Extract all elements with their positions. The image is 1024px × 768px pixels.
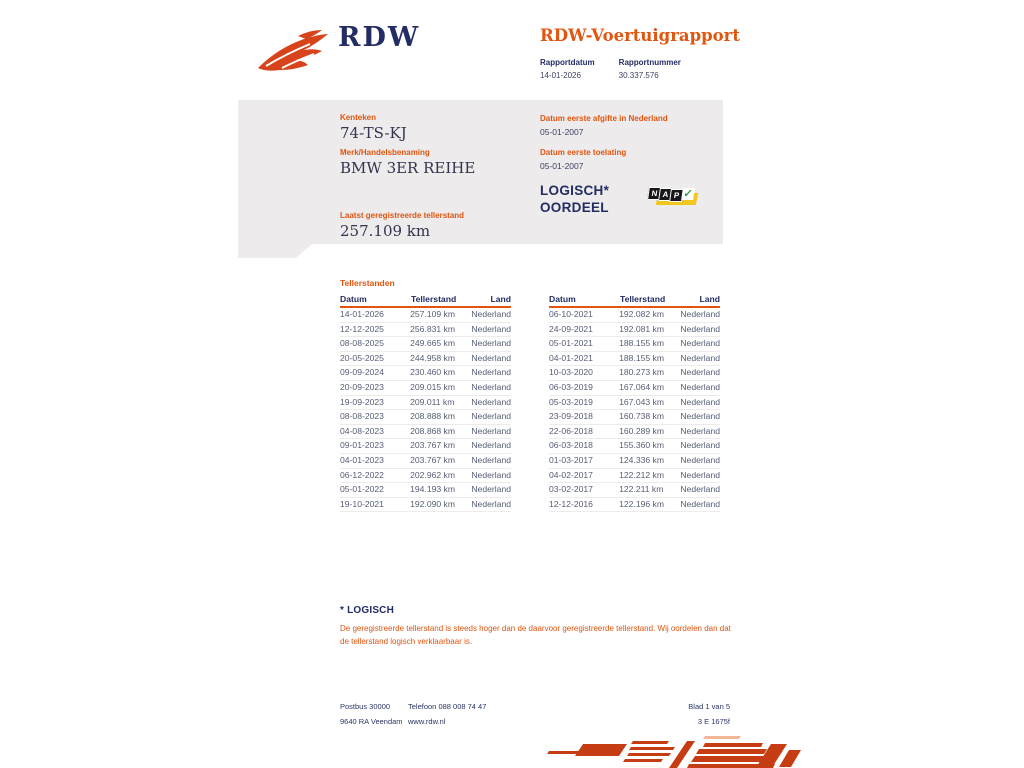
row-date: 12-12-2016 xyxy=(549,498,593,509)
row-date: 22-06-2018 xyxy=(549,425,593,436)
row-country: Nederland xyxy=(471,352,511,363)
table-row xyxy=(340,498,511,513)
column-header-land: Land xyxy=(490,294,511,304)
row-date: 14-01-2026 xyxy=(340,309,384,319)
footer-form-code: 3 E 1675f xyxy=(697,717,730,726)
table-row xyxy=(340,352,511,367)
row-date: 05-03-2019 xyxy=(549,396,593,407)
row-date: 20-09-2023 xyxy=(340,381,384,392)
kenteken-value: 74-TS-KJ xyxy=(340,124,407,142)
vehicle-summary-box-tab xyxy=(238,244,312,258)
row-odometer: 188.155 km xyxy=(619,338,665,349)
toelating-label: Datum eerste toelating xyxy=(540,148,627,157)
laatste-tellerstand-value: 257.109 km xyxy=(340,222,431,240)
footer-page-number: Blad 1 van 5 xyxy=(688,702,730,711)
table-row xyxy=(549,381,720,396)
table-row xyxy=(340,410,511,425)
row-country: Nederland xyxy=(471,323,511,334)
row-odometer: 122.212 km xyxy=(619,469,665,480)
row-odometer: 249.665 km xyxy=(410,338,456,349)
row-odometer: 188.155 km xyxy=(619,352,665,363)
row-odometer: 203.767 km xyxy=(410,440,456,451)
table-row xyxy=(549,396,720,411)
rdw-bird-icon xyxy=(252,26,332,74)
table-header xyxy=(549,294,720,308)
nap-letter-n: N xyxy=(647,187,662,200)
oordeel-line1: LOGISCH* xyxy=(540,183,610,198)
kenteken-label: Kenteken xyxy=(340,113,377,122)
row-date: 06-10-2021 xyxy=(549,309,593,319)
row-country: Nederland xyxy=(680,352,720,363)
table-row xyxy=(549,439,720,454)
nap-letter-p: P xyxy=(669,189,684,202)
table-row xyxy=(340,396,511,411)
row-date: 05-01-2021 xyxy=(549,338,593,349)
tellerstanden-table-left xyxy=(340,294,511,512)
oordeel-line2: OORDEEL xyxy=(540,199,609,215)
row-country: Nederland xyxy=(680,323,720,334)
merk-label: Merk/Handelsbenaming xyxy=(340,148,430,157)
row-date: 20-05-2025 xyxy=(340,352,384,363)
row-country: Nederland xyxy=(680,338,720,349)
table-body-right xyxy=(549,308,720,512)
row-date: 06-03-2019 xyxy=(549,381,593,392)
table-header xyxy=(340,294,511,308)
row-date: 24-09-2021 xyxy=(549,323,593,334)
row-odometer: 160.289 km xyxy=(619,425,665,436)
nap-checkmark-icon: ✓ xyxy=(682,188,694,200)
table-body-left xyxy=(340,308,511,512)
row-odometer: 180.273 km xyxy=(619,367,665,378)
row-date: 04-02-2017 xyxy=(549,469,593,480)
footer-website: www.rdw.nl xyxy=(408,717,446,726)
footer-address-line1: Postbus 30000 xyxy=(340,702,391,711)
vehicle-summary-box xyxy=(238,100,723,244)
row-odometer: 124.336 km xyxy=(619,454,665,465)
report-title: RDW-Voertuigrapport xyxy=(540,26,740,45)
report-number-value: 30.337.576 xyxy=(618,71,659,80)
tellerstanden-section xyxy=(340,278,721,512)
table-row xyxy=(340,323,511,338)
report-meta xyxy=(540,58,681,80)
footnote-text: De geregistreerde tellerstand is steeds hoger dan de daarvoor geregistreerde tellerstand. Wij oordelen dan dat de tellerstand logisch verklaarbaar is. xyxy=(340,624,731,647)
row-date: 19-09-2023 xyxy=(340,396,384,407)
row-date: 03-02-2017 xyxy=(549,484,593,495)
afgifte-label: Datum eerste afgifte in Nederland xyxy=(540,114,668,123)
table-row xyxy=(340,381,511,396)
table-row xyxy=(549,323,720,338)
footer-address-line2: 9640 RA Veendam xyxy=(340,717,403,726)
row-date: 08-08-2023 xyxy=(340,411,384,422)
row-country: Nederland xyxy=(680,425,720,436)
table-row xyxy=(549,352,720,367)
row-country: Nederland xyxy=(680,381,720,392)
row-date: 01-03-2017 xyxy=(549,454,593,465)
table-row xyxy=(549,337,720,352)
tellerstanden-title: Tellerstanden xyxy=(340,278,395,288)
row-odometer: 209.011 km xyxy=(410,396,455,407)
decorative-stripes-graphic xyxy=(545,736,805,768)
row-country: Nederland xyxy=(471,367,511,378)
row-odometer: 192.090 km xyxy=(410,498,456,509)
logisch-footnote xyxy=(340,605,732,648)
row-odometer: 122.211 km xyxy=(619,484,664,495)
column-header-tellerstand: Tellerstand xyxy=(411,294,457,304)
table-row xyxy=(549,366,720,381)
table-row xyxy=(549,425,720,440)
report-header xyxy=(540,26,800,45)
table-row xyxy=(340,439,511,454)
nap-letter-a: A xyxy=(658,188,673,201)
row-date: 23-09-2018 xyxy=(549,411,593,422)
row-odometer: 192.081 km xyxy=(619,323,665,334)
row-date: 10-03-2020 xyxy=(549,367,593,378)
table-row xyxy=(340,483,511,498)
row-country: Nederland xyxy=(471,309,511,319)
row-country: Nederland xyxy=(471,484,511,495)
table-row xyxy=(340,308,511,323)
table-row xyxy=(340,366,511,381)
row-date: 19-10-2021 xyxy=(340,498,384,509)
row-country: Nederland xyxy=(471,498,511,509)
toelating-value: 05-01-2007 xyxy=(540,161,584,171)
row-odometer: 192.082 km xyxy=(619,309,665,319)
row-date: 06-12-2022 xyxy=(340,469,384,480)
row-odometer: 244.958 km xyxy=(410,352,456,363)
row-odometer: 208.888 km xyxy=(410,411,456,422)
row-date: 09-01-2023 xyxy=(340,440,384,451)
row-odometer: 208.868 km xyxy=(410,425,456,436)
row-country: Nederland xyxy=(471,411,511,422)
oordeel-verdict xyxy=(540,183,609,217)
row-country: Nederland xyxy=(680,411,720,422)
column-header-tellerstand: Tellerstand xyxy=(620,294,666,304)
row-odometer: 160.738 km xyxy=(619,411,665,422)
footer-page-info xyxy=(688,702,730,732)
row-odometer: 155.360 km xyxy=(619,440,665,451)
table-row xyxy=(549,308,720,323)
row-odometer: 167.064 km xyxy=(619,381,665,392)
column-header-datum: Datum xyxy=(340,294,367,304)
row-country: Nederland xyxy=(471,425,511,436)
row-country: Nederland xyxy=(680,440,720,451)
row-odometer: 256.831 km xyxy=(410,323,456,334)
row-country: Nederland xyxy=(471,381,511,392)
row-odometer: 167.043 km xyxy=(619,396,665,407)
row-country: Nederland xyxy=(471,469,511,480)
table-row xyxy=(340,469,511,484)
report-number-block xyxy=(619,58,681,80)
report-date-value: 14-01-2026 xyxy=(540,71,581,80)
report-number-label: Rapportnummer xyxy=(618,58,681,67)
row-date: 04-01-2023 xyxy=(340,454,384,465)
table-row xyxy=(549,483,720,498)
row-country: Nederland xyxy=(471,454,511,465)
footer-address xyxy=(340,702,403,732)
report-date-block xyxy=(540,58,595,80)
rdw-logo xyxy=(252,22,422,78)
table-row xyxy=(549,469,720,484)
row-date: 08-08-2025 xyxy=(340,338,384,349)
row-odometer: 209.015 km xyxy=(410,381,456,392)
row-country: Nederland xyxy=(471,440,511,451)
footer-contact xyxy=(408,702,486,732)
report-date-label: Rapportdatum xyxy=(540,58,595,67)
nap-logo-icon xyxy=(648,185,698,207)
row-date: 12-12-2025 xyxy=(340,323,384,334)
row-country: Nederland xyxy=(680,484,720,495)
footer-phone: Telefoon 088 008 74 47 xyxy=(408,702,487,711)
table-row xyxy=(549,454,720,469)
row-country: Nederland xyxy=(680,309,720,319)
column-header-datum: Datum xyxy=(549,294,576,304)
row-date: 05-01-2022 xyxy=(340,484,384,495)
laatste-tellerstand-label: Laatst geregistreerde tellerstand xyxy=(340,211,465,220)
footnote-title: * LOGISCH xyxy=(340,605,395,616)
table-row xyxy=(340,454,511,469)
row-country: Nederland xyxy=(680,454,720,465)
column-header-land: Land xyxy=(699,294,720,304)
tellerstanden-table-right xyxy=(549,294,720,512)
row-country: Nederland xyxy=(680,396,720,407)
row-odometer: 203.767 km xyxy=(410,454,456,465)
row-date: 06-03-2018 xyxy=(549,440,593,451)
table-row xyxy=(340,425,511,440)
rdw-wordmark: RDW xyxy=(338,22,421,53)
row-date: 04-01-2021 xyxy=(549,352,593,363)
row-odometer: 202.962 km xyxy=(410,469,456,480)
merk-value: BMW 3ER REIHE xyxy=(340,159,476,177)
row-date: 04-08-2023 xyxy=(340,425,384,436)
row-date: 09-09-2024 xyxy=(340,367,384,378)
row-country: Nederland xyxy=(680,367,720,378)
row-country: Nederland xyxy=(680,469,720,480)
row-odometer: 194.193 km xyxy=(410,484,456,495)
row-country: Nederland xyxy=(471,338,511,349)
row-odometer: 122.196 km xyxy=(619,498,665,509)
row-odometer: 257.109 km xyxy=(410,309,456,319)
table-row xyxy=(340,337,511,352)
row-country: Nederland xyxy=(680,498,720,509)
table-row xyxy=(549,498,720,513)
afgifte-value: 05-01-2007 xyxy=(540,127,584,137)
row-country: Nederland xyxy=(471,396,511,407)
row-odometer: 230.460 km xyxy=(410,367,456,378)
table-row xyxy=(549,410,720,425)
